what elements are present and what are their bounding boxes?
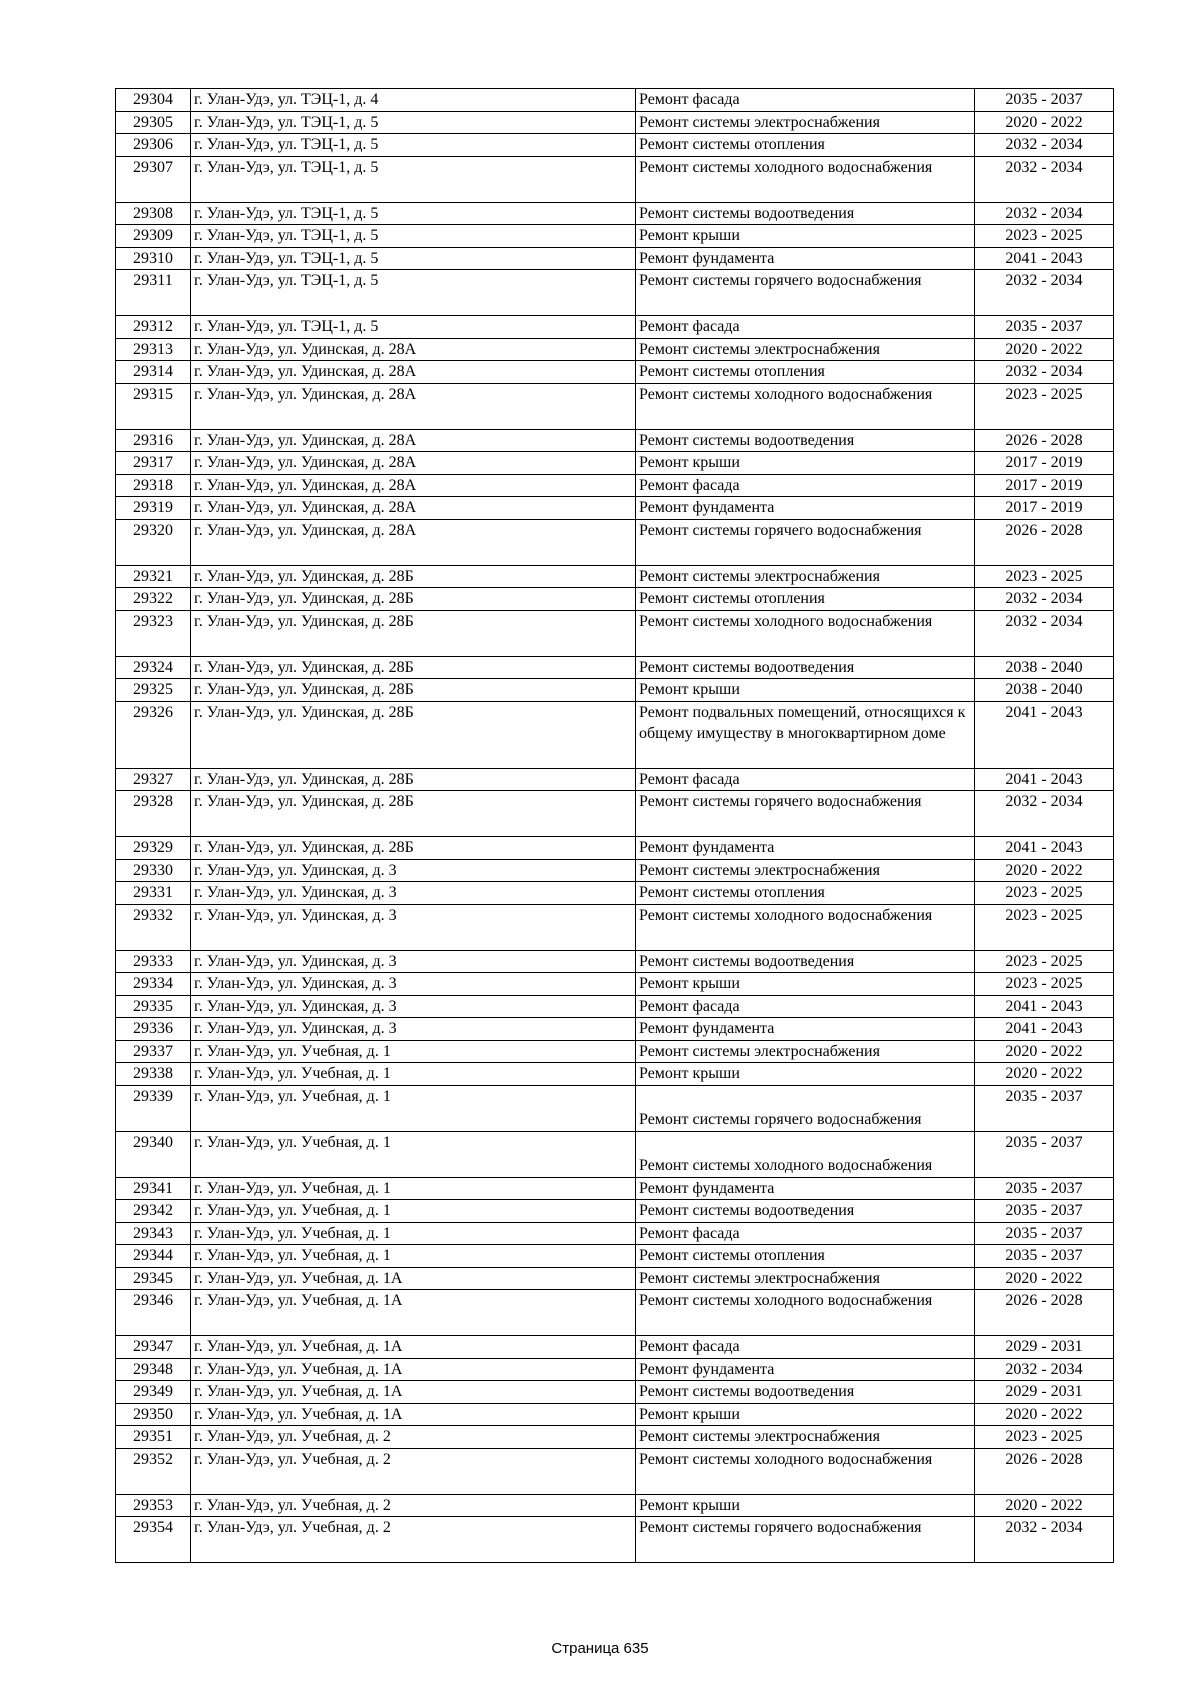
table-row xyxy=(116,1290,1114,1336)
years-cell: 2023 - 2025 xyxy=(975,950,1114,973)
table-row xyxy=(116,1381,1114,1404)
table-row xyxy=(116,361,1114,384)
table-row xyxy=(116,519,1114,565)
years-cell: 2020 - 2022 xyxy=(975,338,1114,361)
address-cell: г. Улан-Удэ, ул. Учебная, д. 1 xyxy=(191,1063,636,1086)
address-cell: г. Улан-Удэ, ул. Удинская, д. 3 xyxy=(191,995,636,1018)
years-cell: 2035 - 2037 xyxy=(975,316,1114,339)
work-type-cell: Ремонт системы электроснабжения xyxy=(636,1040,975,1063)
years-cell: 2026 - 2028 xyxy=(975,1448,1114,1494)
address-cell: г. Улан-Удэ, ул. ТЭЦ-1, д. 5 xyxy=(191,111,636,134)
years-cell: 2035 - 2037 xyxy=(975,1085,1114,1131)
years-cell: 2035 - 2037 xyxy=(975,1177,1114,1200)
row-number-cell: 29354 xyxy=(116,1517,191,1563)
address-cell: г. Улан-Удэ, ул. Учебная, д. 1А xyxy=(191,1290,636,1336)
address-cell: г. Улан-Удэ, ул. ТЭЦ-1, д. 5 xyxy=(191,270,636,316)
work-type-cell: Ремонт системы холодного водоснабжения xyxy=(636,1448,975,1494)
row-number-cell: 29322 xyxy=(116,588,191,611)
table-row xyxy=(116,338,1114,361)
work-type-cell: Ремонт системы электроснабжения xyxy=(636,338,975,361)
address-cell: г. Улан-Удэ, ул. Удинская, д. 28Б xyxy=(191,565,636,588)
work-type-cell: Ремонт системы горячего водоснабжения xyxy=(636,519,975,565)
years-cell: 2041 - 2043 xyxy=(975,768,1114,791)
work-type-cell: Ремонт фундамента xyxy=(636,497,975,520)
years-cell: 2017 - 2019 xyxy=(975,452,1114,475)
years-cell: 2032 - 2034 xyxy=(975,134,1114,157)
row-number-cell: 29343 xyxy=(116,1222,191,1245)
work-type-cell: Ремонт системы отопления xyxy=(636,588,975,611)
work-type-cell: Ремонт системы холодного водоснабжения xyxy=(636,1290,975,1336)
row-number-cell: 29324 xyxy=(116,656,191,679)
row-number-cell: 29335 xyxy=(116,995,191,1018)
table-row xyxy=(116,383,1114,429)
work-type-cell: Ремонт системы электроснабжения xyxy=(636,859,975,882)
work-type-cell: Ремонт фундамента xyxy=(636,1358,975,1381)
address-cell: г. Улан-Удэ, ул. ТЭЦ-1, д. 5 xyxy=(191,202,636,225)
row-number-cell: 29347 xyxy=(116,1336,191,1359)
table-row xyxy=(116,679,1114,702)
address-cell: г. Улан-Удэ, ул. Учебная, д. 1А xyxy=(191,1358,636,1381)
years-cell: 2020 - 2022 xyxy=(975,1063,1114,1086)
address-cell: г. Улан-Удэ, ул. Учебная, д. 1 xyxy=(191,1131,636,1177)
work-type-cell: Ремонт подвальных помещений, относящихся к общему имуществу в многоквартирном доме xyxy=(636,701,975,768)
work-type-cell: Ремонт системы электроснабжения xyxy=(636,565,975,588)
work-type-cell: Ремонт системы горячего водоснабжения xyxy=(636,791,975,837)
work-type-cell: Ремонт системы электроснабжения xyxy=(636,111,975,134)
address-cell: г. Улан-Удэ, ул. Удинская, д. 3 xyxy=(191,904,636,950)
table-row xyxy=(116,701,1114,768)
years-cell: 2023 - 2025 xyxy=(975,225,1114,248)
address-cell: г. Улан-Удэ, ул. Удинская, д. 28А xyxy=(191,429,636,452)
table-row xyxy=(116,474,1114,497)
years-cell: 2029 - 2031 xyxy=(975,1336,1114,1359)
years-cell: 2041 - 2043 xyxy=(975,1018,1114,1041)
years-cell: 2035 - 2037 xyxy=(975,89,1114,112)
address-cell: г. Улан-Удэ, ул. Удинская, д. 28А xyxy=(191,519,636,565)
address-cell: г. Улан-Удэ, ул. Удинская, д. 3 xyxy=(191,950,636,973)
table-row xyxy=(116,429,1114,452)
address-cell: г. Улан-Удэ, ул. Удинская, д. 28Б xyxy=(191,701,636,768)
address-cell: г. Улан-Удэ, ул. Учебная, д. 1 xyxy=(191,1177,636,1200)
row-number-cell: 29336 xyxy=(116,1018,191,1041)
table-row xyxy=(116,1494,1114,1517)
work-type-cell: Ремонт фасада xyxy=(636,474,975,497)
address-cell: г. Улан-Удэ, ул. ТЭЦ-1, д. 5 xyxy=(191,156,636,202)
table-row xyxy=(116,497,1114,520)
row-number-cell: 29325 xyxy=(116,679,191,702)
table-row xyxy=(116,1517,1114,1563)
work-type-cell: Ремонт системы электроснабжения xyxy=(636,1426,975,1449)
years-cell: 2032 - 2034 xyxy=(975,270,1114,316)
years-cell: 2038 - 2040 xyxy=(975,679,1114,702)
years-cell: 2041 - 2043 xyxy=(975,837,1114,860)
table-row xyxy=(116,1131,1114,1177)
row-number-cell: 29316 xyxy=(116,429,191,452)
row-number-cell: 29320 xyxy=(116,519,191,565)
years-cell: 2017 - 2019 xyxy=(975,497,1114,520)
row-number-cell: 29312 xyxy=(116,316,191,339)
address-cell: г. Улан-Удэ, ул. Учебная, д. 1 xyxy=(191,1200,636,1223)
work-type-cell: Ремонт фасада xyxy=(636,995,975,1018)
work-type-cell: Ремонт системы водоотведения xyxy=(636,950,975,973)
address-cell: г. Улан-Удэ, ул. Удинская, д. 28Б xyxy=(191,610,636,656)
table-row xyxy=(116,1267,1114,1290)
table-row xyxy=(116,837,1114,860)
work-type-cell: Ремонт системы водоотведения xyxy=(636,202,975,225)
years-cell: 2041 - 2043 xyxy=(975,995,1114,1018)
address-cell: г. Улан-Удэ, ул. ТЭЦ-1, д. 5 xyxy=(191,316,636,339)
schedule-table xyxy=(115,88,1114,1563)
row-number-cell: 29305 xyxy=(116,111,191,134)
years-cell: 2038 - 2040 xyxy=(975,656,1114,679)
table-row xyxy=(116,1085,1114,1131)
table-row xyxy=(116,225,1114,248)
table-row xyxy=(116,791,1114,837)
years-cell: 2017 - 2019 xyxy=(975,474,1114,497)
row-number-cell: 29317 xyxy=(116,452,191,475)
address-cell: г. Улан-Удэ, ул. Учебная, д. 1А xyxy=(191,1403,636,1426)
work-type-cell: Ремонт фундамента xyxy=(636,1177,975,1200)
address-cell: г. Улан-Удэ, ул. Удинская, д. 28А xyxy=(191,361,636,384)
row-number-cell: 29321 xyxy=(116,565,191,588)
row-number-cell: 29309 xyxy=(116,225,191,248)
years-cell: 2032 - 2034 xyxy=(975,1517,1114,1563)
table-row xyxy=(116,270,1114,316)
years-cell: 2026 - 2028 xyxy=(975,519,1114,565)
work-type-cell: Ремонт крыши xyxy=(636,1403,975,1426)
table-row xyxy=(116,995,1114,1018)
table-row xyxy=(116,1448,1114,1494)
work-type-cell: Ремонт системы отопления xyxy=(636,882,975,905)
years-cell: 2023 - 2025 xyxy=(975,1426,1114,1449)
work-type-cell: Ремонт системы холодного водоснабжения xyxy=(636,1131,975,1177)
years-cell: 2023 - 2025 xyxy=(975,973,1114,996)
years-cell: 2032 - 2034 xyxy=(975,156,1114,202)
row-number-cell: 29318 xyxy=(116,474,191,497)
table-row xyxy=(116,588,1114,611)
table-row xyxy=(116,1200,1114,1223)
row-number-cell: 29348 xyxy=(116,1358,191,1381)
table-row xyxy=(116,1063,1114,1086)
row-number-cell: 29330 xyxy=(116,859,191,882)
table-row xyxy=(116,656,1114,679)
address-cell: г. Улан-Удэ, ул. Удинская, д. 28Б xyxy=(191,791,636,837)
years-cell: 2023 - 2025 xyxy=(975,383,1114,429)
row-number-cell: 29339 xyxy=(116,1085,191,1131)
row-number-cell: 29307 xyxy=(116,156,191,202)
address-cell: г. Улан-Удэ, ул. Учебная, д. 1 xyxy=(191,1245,636,1268)
row-number-cell: 29315 xyxy=(116,383,191,429)
address-cell: г. Улан-Удэ, ул. ТЭЦ-1, д. 5 xyxy=(191,134,636,157)
address-cell: г. Улан-Удэ, ул. Удинская, д. 28Б xyxy=(191,837,636,860)
row-number-cell: 29341 xyxy=(116,1177,191,1200)
address-cell: г. Улан-Удэ, ул. Удинская, д. 28А xyxy=(191,497,636,520)
years-cell: 2020 - 2022 xyxy=(975,1403,1114,1426)
address-cell: г. Улан-Удэ, ул. Удинская, д. 28А xyxy=(191,338,636,361)
work-type-cell: Ремонт фундамента xyxy=(636,247,975,270)
table-row xyxy=(116,882,1114,905)
row-number-cell: 29337 xyxy=(116,1040,191,1063)
table-row xyxy=(116,111,1114,134)
address-cell: г. Улан-Удэ, ул. Удинская, д. 28Б xyxy=(191,588,636,611)
table-row xyxy=(116,1403,1114,1426)
years-cell: 2026 - 2028 xyxy=(975,429,1114,452)
address-cell: г. Улан-Удэ, ул. Учебная, д. 1А xyxy=(191,1336,636,1359)
table-row xyxy=(116,156,1114,202)
table-row xyxy=(116,1336,1114,1359)
row-number-cell: 29333 xyxy=(116,950,191,973)
row-number-cell: 29352 xyxy=(116,1448,191,1494)
years-cell: 2023 - 2025 xyxy=(975,882,1114,905)
work-type-cell: Ремонт системы водоотведения xyxy=(636,429,975,452)
row-number-cell: 29310 xyxy=(116,247,191,270)
row-number-cell: 29353 xyxy=(116,1494,191,1517)
work-type-cell: Ремонт крыши xyxy=(636,973,975,996)
address-cell: г. Улан-Удэ, ул. Удинская, д. 3 xyxy=(191,859,636,882)
years-cell: 2020 - 2022 xyxy=(975,1040,1114,1063)
address-cell: г. Улан-Удэ, ул. Учебная, д. 1 xyxy=(191,1085,636,1131)
address-cell: г. Улан-Удэ, ул. ТЭЦ-1, д. 5 xyxy=(191,247,636,270)
row-number-cell: 29349 xyxy=(116,1381,191,1404)
table-row xyxy=(116,904,1114,950)
address-cell: г. Улан-Удэ, ул. Удинская, д. 3 xyxy=(191,973,636,996)
work-type-cell: Ремонт крыши xyxy=(636,1063,975,1086)
work-type-cell: Ремонт крыши xyxy=(636,225,975,248)
table-row xyxy=(116,134,1114,157)
years-cell: 2032 - 2034 xyxy=(975,610,1114,656)
years-cell: 2023 - 2025 xyxy=(975,904,1114,950)
row-number-cell: 29344 xyxy=(116,1245,191,1268)
work-type-cell: Ремонт фасада xyxy=(636,316,975,339)
work-type-cell: Ремонт системы горячего водоснабжения xyxy=(636,1085,975,1131)
years-cell: 2035 - 2037 xyxy=(975,1222,1114,1245)
row-number-cell: 29342 xyxy=(116,1200,191,1223)
work-type-cell: Ремонт системы отопления xyxy=(636,361,975,384)
table-row xyxy=(116,1426,1114,1449)
years-cell: 2032 - 2034 xyxy=(975,202,1114,225)
address-cell: г. Улан-Удэ, ул. Удинская, д. 28Б xyxy=(191,656,636,679)
row-number-cell: 29334 xyxy=(116,973,191,996)
address-cell: г. Улан-Удэ, ул. ТЭЦ-1, д. 5 xyxy=(191,225,636,248)
row-number-cell: 29340 xyxy=(116,1131,191,1177)
row-number-cell: 29311 xyxy=(116,270,191,316)
address-cell: г. Улан-Удэ, ул. Удинская, д. 3 xyxy=(191,882,636,905)
years-cell: 2020 - 2022 xyxy=(975,859,1114,882)
work-type-cell: Ремонт системы холодного водоснабжения xyxy=(636,610,975,656)
address-cell: г. Улан-Удэ, ул. Учебная, д. 2 xyxy=(191,1494,636,1517)
work-type-cell: Ремонт системы водоотведения xyxy=(636,1381,975,1404)
table-row xyxy=(116,1018,1114,1041)
years-cell: 2035 - 2037 xyxy=(975,1131,1114,1177)
table-row xyxy=(116,1222,1114,1245)
row-number-cell: 29327 xyxy=(116,768,191,791)
years-cell: 2035 - 2037 xyxy=(975,1200,1114,1223)
table-row xyxy=(116,89,1114,112)
work-type-cell: Ремонт фасада xyxy=(636,768,975,791)
row-number-cell: 29308 xyxy=(116,202,191,225)
years-cell: 2029 - 2031 xyxy=(975,1381,1114,1404)
address-cell: г. Улан-Удэ, ул. Учебная, д. 2 xyxy=(191,1448,636,1494)
row-number-cell: 29346 xyxy=(116,1290,191,1336)
work-type-cell: Ремонт фасада xyxy=(636,1222,975,1245)
address-cell: г. Улан-Удэ, ул. Удинская, д. 28А xyxy=(191,383,636,429)
row-number-cell: 29351 xyxy=(116,1426,191,1449)
table-row xyxy=(116,316,1114,339)
table-row xyxy=(116,1177,1114,1200)
row-number-cell: 29323 xyxy=(116,610,191,656)
row-number-cell: 29304 xyxy=(116,89,191,112)
work-type-cell: Ремонт системы электроснабжения xyxy=(636,1267,975,1290)
row-number-cell: 29350 xyxy=(116,1403,191,1426)
work-type-cell: Ремонт фундамента xyxy=(636,1018,975,1041)
years-cell: 2032 - 2034 xyxy=(975,791,1114,837)
years-cell: 2035 - 2037 xyxy=(975,1245,1114,1268)
table-row xyxy=(116,452,1114,475)
address-cell: г. Улан-Удэ, ул. Учебная, д. 1 xyxy=(191,1040,636,1063)
row-number-cell: 29306 xyxy=(116,134,191,157)
work-type-cell: Ремонт крыши xyxy=(636,679,975,702)
row-number-cell: 29314 xyxy=(116,361,191,384)
address-cell: г. Улан-Удэ, ул. Учебная, д. 2 xyxy=(191,1426,636,1449)
years-cell: 2032 - 2034 xyxy=(975,361,1114,384)
table-row xyxy=(116,202,1114,225)
years-cell: 2026 - 2028 xyxy=(975,1290,1114,1336)
years-cell: 2020 - 2022 xyxy=(975,1494,1114,1517)
years-cell: 2032 - 2034 xyxy=(975,1358,1114,1381)
years-cell: 2020 - 2022 xyxy=(975,1267,1114,1290)
table-row xyxy=(116,1040,1114,1063)
row-number-cell: 29345 xyxy=(116,1267,191,1290)
table-row xyxy=(116,859,1114,882)
row-number-cell: 29338 xyxy=(116,1063,191,1086)
table-row xyxy=(116,973,1114,996)
row-number-cell: 29331 xyxy=(116,882,191,905)
years-cell: 2023 - 2025 xyxy=(975,565,1114,588)
address-cell: г. Улан-Удэ, ул. Учебная, д. 2 xyxy=(191,1517,636,1563)
page-number: Страница 635 xyxy=(551,1640,649,1657)
work-type-cell: Ремонт системы холодного водоснабжения xyxy=(636,383,975,429)
address-cell: г. Улан-Удэ, ул. Удинская, д. 28А xyxy=(191,452,636,475)
table-row xyxy=(116,610,1114,656)
table-row xyxy=(116,247,1114,270)
work-type-cell: Ремонт системы водоотведения xyxy=(636,656,975,679)
work-type-cell: Ремонт системы горячего водоснабжения xyxy=(636,1517,975,1563)
work-type-cell: Ремонт крыши xyxy=(636,452,975,475)
work-type-cell: Ремонт фундамента xyxy=(636,837,975,860)
row-number-cell: 29332 xyxy=(116,904,191,950)
address-cell: г. Улан-Удэ, ул. Учебная, д. 1А xyxy=(191,1381,636,1404)
row-number-cell: 29319 xyxy=(116,497,191,520)
row-number-cell: 29328 xyxy=(116,791,191,837)
work-type-cell: Ремонт фасада xyxy=(636,89,975,112)
table-row xyxy=(116,950,1114,973)
years-cell: 2020 - 2022 xyxy=(975,111,1114,134)
address-cell: г. Улан-Удэ, ул. Удинская, д. 3 xyxy=(191,1018,636,1041)
work-type-cell: Ремонт системы отопления xyxy=(636,1245,975,1268)
table-row xyxy=(116,768,1114,791)
row-number-cell: 29329 xyxy=(116,837,191,860)
years-cell: 2032 - 2034 xyxy=(975,588,1114,611)
address-cell: г. Улан-Удэ, ул. Учебная, д. 1А xyxy=(191,1267,636,1290)
years-cell: 2041 - 2043 xyxy=(975,247,1114,270)
work-type-cell: Ремонт системы горячего водоснабжения xyxy=(636,270,975,316)
work-type-cell: Ремонт системы отопления xyxy=(636,134,975,157)
table-row xyxy=(116,1358,1114,1381)
schedule-table-container xyxy=(115,88,1113,1563)
address-cell: г. Улан-Удэ, ул. ТЭЦ-1, д. 4 xyxy=(191,89,636,112)
address-cell: г. Улан-Удэ, ул. Удинская, д. 28Б xyxy=(191,679,636,702)
row-number-cell: 29313 xyxy=(116,338,191,361)
work-type-cell: Ремонт крыши xyxy=(636,1494,975,1517)
address-cell: г. Улан-Удэ, ул. Учебная, д. 1 xyxy=(191,1222,636,1245)
table-row xyxy=(116,565,1114,588)
work-type-cell: Ремонт системы водоотведения xyxy=(636,1200,975,1223)
work-type-cell: Ремонт фасада xyxy=(636,1336,975,1359)
years-cell: 2041 - 2043 xyxy=(975,701,1114,768)
address-cell: г. Улан-Удэ, ул. Удинская, д. 28А xyxy=(191,474,636,497)
address-cell: г. Улан-Удэ, ул. Удинская, д. 28Б xyxy=(191,768,636,791)
row-number-cell: 29326 xyxy=(116,701,191,768)
work-type-cell: Ремонт системы холодного водоснабжения xyxy=(636,156,975,202)
work-type-cell: Ремонт системы холодного водоснабжения xyxy=(636,904,975,950)
table-row xyxy=(116,1245,1114,1268)
